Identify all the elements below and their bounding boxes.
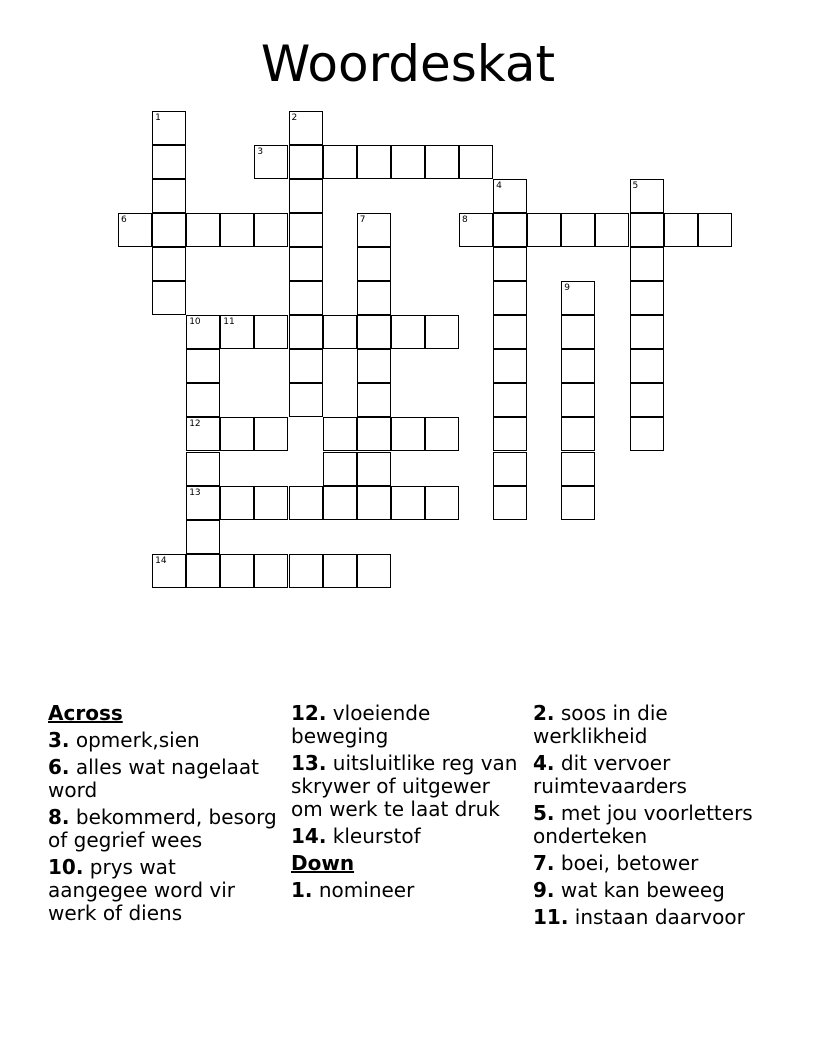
clue-number: 11 (223, 317, 235, 328)
grid-cell[interactable] (425, 417, 459, 451)
clue-number-label: 10. (48, 855, 84, 879)
clue-number: 3 (257, 146, 264, 157)
grid-cell[interactable] (289, 554, 323, 588)
grid-cell[interactable] (425, 486, 459, 520)
grid-cell[interactable] (630, 213, 664, 247)
grid-cell[interactable] (254, 145, 288, 179)
grid-cell[interactable] (323, 145, 357, 179)
clue-number: 14 (155, 555, 167, 566)
grid-cell[interactable] (323, 315, 357, 349)
clue-text: dit vervoer ruimtevaarders (533, 751, 687, 798)
clue-item (48, 806, 278, 852)
grid-cell[interactable] (152, 213, 186, 247)
clue-number-label: 11. (533, 905, 569, 929)
grid-cell[interactable] (254, 554, 288, 588)
clue-number-label: 7. (533, 851, 555, 875)
clue-number: 6 (121, 214, 127, 225)
grid-cell[interactable] (152, 281, 186, 315)
clue-text: alles wat nagelaat word (48, 755, 259, 802)
clue-item (48, 729, 278, 752)
grid-cell[interactable] (630, 383, 664, 417)
grid-cell[interactable] (561, 315, 595, 349)
clue-text: nomineer (312, 878, 415, 902)
grid-cell[interactable] (289, 213, 323, 247)
clue-number: 12 (189, 419, 201, 430)
clue-text: prys wat aangegee word vir werk of diens (48, 855, 235, 925)
grid-cell[interactable] (357, 247, 391, 281)
grid-cell[interactable] (357, 383, 391, 417)
puzzle-title: Woordeskat (260, 35, 556, 93)
clue-item (291, 825, 521, 848)
grid-cell[interactable] (459, 145, 493, 179)
grid-cell[interactable] (561, 383, 595, 417)
grid-cell[interactable] (561, 486, 595, 520)
grid-cell[interactable] (289, 145, 323, 179)
clue-text: uitsluitlike reg van skrywer of uitgewer om werk te laat druk (291, 751, 518, 821)
clue-text: bekommerd, besorg of gegrief wees (48, 805, 277, 852)
clue-number-label: 2. (533, 701, 555, 725)
grid-cell[interactable] (493, 315, 527, 349)
clue-number-label: 9. (533, 878, 555, 902)
grid-cell[interactable] (220, 417, 254, 451)
clue-item (533, 906, 763, 929)
clue-item (533, 879, 763, 902)
clue-number-label: 6. (48, 755, 70, 779)
clue-number-label: 14. (291, 824, 327, 848)
clue-number-label: 3. (48, 728, 70, 752)
grid-cell[interactable] (254, 486, 288, 520)
grid-cell[interactable] (493, 349, 527, 383)
grid-cell[interactable] (664, 213, 698, 247)
clue-number-label: 13. (291, 751, 327, 775)
grid-cell[interactable] (630, 247, 664, 281)
clue-text: vloeiende beweging (291, 701, 431, 748)
grid-cell[interactable] (186, 417, 220, 451)
grid-cell[interactable] (186, 486, 220, 520)
clue-item (48, 756, 278, 802)
grid-cell[interactable] (152, 179, 186, 213)
grid-cell[interactable] (357, 417, 391, 451)
clue-number: 1 (155, 112, 161, 123)
grid-cell[interactable] (561, 281, 595, 315)
grid-cell[interactable] (220, 554, 254, 588)
grid-cell[interactable] (186, 383, 220, 417)
clue-number: 4 (496, 180, 502, 191)
grid-cell[interactable] (152, 554, 186, 588)
grid-cell[interactable] (493, 247, 527, 281)
grid-cell[interactable] (289, 179, 323, 213)
clue-number: 10 (189, 317, 201, 328)
grid-cell[interactable] (186, 349, 220, 383)
grid-cell[interactable] (254, 315, 288, 349)
clue-item (533, 852, 763, 875)
grid-cell[interactable] (357, 349, 391, 383)
clue-item (533, 802, 763, 848)
grid-cell[interactable] (493, 417, 527, 451)
grid-cell[interactable] (459, 213, 493, 247)
grid-cell[interactable] (561, 417, 595, 451)
grid-cell[interactable] (561, 213, 595, 247)
grid-cell[interactable] (289, 383, 323, 417)
grid-cell[interactable] (323, 417, 357, 451)
clue-number: 13 (189, 487, 201, 498)
grid-cell[interactable] (357, 315, 391, 349)
grid-cell[interactable] (425, 145, 459, 179)
clue-number: 9 (564, 283, 571, 293)
grid-cell[interactable] (357, 554, 391, 588)
grid-cell[interactable] (391, 417, 425, 451)
grid-cell[interactable] (425, 315, 459, 349)
clue-item (291, 879, 521, 902)
grid-cell[interactable] (357, 486, 391, 520)
clue-item (48, 856, 278, 925)
grid-cell[interactable] (527, 213, 561, 247)
clue-number-label: 5. (533, 801, 555, 825)
clue-number: 2 (291, 112, 298, 123)
clue-heading: Down (291, 851, 355, 875)
grid-cell[interactable] (561, 452, 595, 486)
grid-cell[interactable] (220, 315, 254, 349)
clue-text: met jou voorletters onderteken (533, 801, 753, 848)
grid-cell[interactable] (289, 315, 323, 349)
clue-text: instaan daarvoor (568, 905, 745, 929)
clue-item (291, 702, 521, 748)
clue-number: 7 (359, 214, 366, 225)
grid-cell[interactable] (289, 486, 323, 520)
grid-cell[interactable] (152, 145, 186, 179)
clue-number-label: 8. (48, 805, 70, 829)
grid-cell[interactable] (493, 179, 527, 213)
grid-cell[interactable] (220, 213, 254, 247)
grid-cell[interactable] (186, 554, 220, 588)
grid-cell[interactable] (391, 315, 425, 349)
clue-number: 5 (632, 180, 639, 191)
grid-cell[interactable] (186, 520, 220, 554)
grid-cell[interactable] (493, 486, 527, 520)
clue-text: boei, betower (554, 851, 699, 875)
clue-text: soos in die werklikheid (533, 701, 668, 748)
grid-cell[interactable] (630, 179, 664, 213)
grid-cell[interactable] (289, 247, 323, 281)
grid-cell[interactable] (152, 247, 186, 281)
grid-cell[interactable] (630, 417, 664, 451)
grid-cell[interactable] (595, 213, 629, 247)
grid-cell[interactable] (630, 349, 664, 383)
clue-text: kleurstof (326, 824, 421, 848)
clue-item (533, 752, 763, 798)
grid-cell[interactable] (152, 111, 186, 145)
grid-cell[interactable] (493, 383, 527, 417)
grid-cell[interactable] (323, 452, 357, 486)
grid-cell[interactable] (698, 213, 732, 247)
grid-cell[interactable] (357, 213, 391, 247)
grid-cell[interactable] (186, 315, 220, 349)
grid-cell[interactable] (323, 486, 357, 520)
clue-item (533, 702, 763, 748)
grid-cell[interactable] (323, 554, 357, 588)
grid-cell[interactable] (186, 452, 220, 486)
grid-cell[interactable] (357, 452, 391, 486)
grid-cell[interactable] (391, 145, 425, 179)
clue-number: 8 (462, 214, 468, 225)
grid-cell[interactable] (186, 213, 220, 247)
grid-cell[interactable] (118, 213, 152, 247)
grid-cell[interactable] (220, 486, 254, 520)
grid-cell[interactable] (630, 281, 664, 315)
grid-cell[interactable] (254, 417, 288, 451)
clue-column-2 (291, 702, 521, 906)
grid-cell[interactable] (289, 111, 323, 145)
clue-item (291, 752, 521, 821)
grid-cell[interactable] (289, 349, 323, 383)
grid-cell[interactable] (493, 452, 527, 486)
grid-cell[interactable] (357, 281, 391, 315)
grid-cell[interactable] (561, 349, 595, 383)
clue-text: opmerk,sien (69, 728, 200, 752)
grid-cell[interactable] (493, 281, 527, 315)
grid-cell[interactable] (357, 145, 391, 179)
clue-number-label: 1. (291, 878, 313, 902)
clue-column-1 (48, 702, 278, 929)
grid-cell[interactable] (289, 281, 323, 315)
clue-heading: Across (48, 701, 123, 725)
clue-column-3 (533, 702, 763, 933)
clue-text: wat kan beweeg (554, 878, 725, 902)
clue-number-label: 12. (291, 701, 327, 725)
clue-number-label: 4. (533, 751, 555, 775)
grid-cell[interactable] (630, 315, 664, 349)
grid-cell[interactable] (493, 213, 527, 247)
grid-cell[interactable] (391, 486, 425, 520)
grid-cell[interactable] (254, 213, 288, 247)
